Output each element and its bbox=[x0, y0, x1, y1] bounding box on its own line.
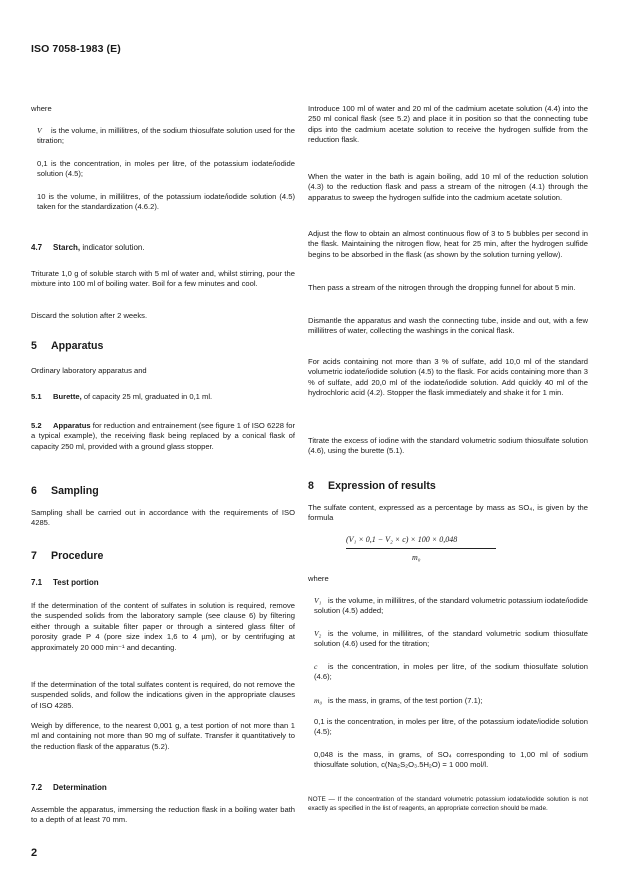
section-8-heading bbox=[308, 480, 588, 492]
procedure-paragraph-4: Then pass a stream of the nitrogen through the dropping funnel for about 5 min. bbox=[308, 283, 576, 292]
apparatus-paragraph: Ordinary laboratory apparatus and bbox=[31, 366, 147, 375]
section-text: of capacity 25 ml, graduated in 0,1 ml. bbox=[81, 392, 213, 401]
definition-m0-text: is the mass, in grams, of the test portion (7.1); bbox=[328, 696, 483, 705]
symbol-v1: V₁ bbox=[314, 596, 322, 605]
section-number: 8 bbox=[308, 480, 314, 492]
definition-v2-text: is the volume, in millilitres, of the standard volumetric sodium thiosulfate solution (4.6) used for the titration; bbox=[314, 629, 588, 649]
definition-0-1: 0,1 is the concentration, in moles per litre, of the potassium iodate/iodide solution (4.5); bbox=[37, 159, 295, 179]
section-title: Procedure bbox=[51, 550, 104, 562]
section-number: 4.7 bbox=[31, 243, 43, 252]
procedure-paragraph-6: For acids containing not more than 3 % of sulfate, add 10,0 ml of the standard volumetric iodate/iodide solution (4.5) to the flask. For acids containing more than 3 % of sulfate, add 20,0 ml of the iodate/iodide solution. Add quickly 40 ml of the hydrochloric acid (4.2). Stopper the flask immediately and shake it for 1 min. bbox=[308, 357, 588, 398]
section-number: 7.1 bbox=[31, 578, 43, 587]
definition-0-1: 0,1 is the concentration, in moles per litre, of the potassium iodate/iodide solution (4.5); bbox=[314, 717, 588, 737]
section-7-1-heading bbox=[31, 578, 295, 587]
section-title: Determination bbox=[53, 783, 107, 792]
definition-v1-text: is the volume, in millilitres, of the standard volumetric potassium iodate/iodide solution (4.5) added; bbox=[314, 596, 588, 616]
formula-denominator: m₀ bbox=[412, 553, 421, 562]
section-title: Apparatus bbox=[53, 421, 91, 430]
section-7-2-heading bbox=[31, 783, 295, 792]
section-6-heading bbox=[31, 485, 295, 497]
starch-paragraph-1: Triturate 1,0 g of soluble starch with 5 ml of water and, whilst stirring, pour the mixture into 100 ml of boiling water. Boil for a few minutes and cool. bbox=[31, 269, 295, 289]
test-portion-paragraph-1: If the determination of the content of sulfates in solution is required, remove the suspended solids from the laboratory sample (see clause 6) by filtering either through a suitable filter paper or through a sintered glass filter of porosity grade P 4 (pore size index 1,6 to 4 µm), or by centrifuging at approximately 20 000 min⁻¹ and decanting. bbox=[31, 601, 295, 652]
section-title: Burette, bbox=[53, 392, 82, 401]
section-title: Expression of results bbox=[328, 480, 436, 492]
section-number: 7 bbox=[31, 550, 37, 562]
section-text: for reduction and entrainement (see figure 1 of ISO 6228 for a typical example), the receiving flask being replaced by a conical flask of capacity 250 ml, provided with a ground glass stopper. bbox=[31, 421, 295, 451]
procedure-paragraph-1: Introduce 100 ml of water and 20 ml of the cadmium acetate solution (4.4) into the 250 ml conical flask (see 5.2) and place it in position so that the connecting tube dips into the cadmium acetate solution to receive the hydrogen sulfide from the reduction flask. bbox=[308, 104, 588, 145]
definition-v-text: is the volume, in millilitres, of the sodium thiosulfate solution used for the titration; bbox=[37, 126, 295, 146]
page-number: 2 bbox=[31, 847, 38, 859]
section-7-heading bbox=[31, 550, 295, 562]
definition-c-text: is the concentration, in moles per litre, of the sodium thiosulfate solution (4.6); bbox=[314, 662, 588, 682]
procedure-paragraph-5: Dismantle the apparatus and wash the connecting tube, inside and out, with a few millilitres of water, collecting the washings in the conical flask. bbox=[308, 316, 588, 336]
definition-0-048: 0,048 is the mass, in grams, of SO₄ corresponding to 1,00 ml of sodium thiosulfate solution, c(Na₂S₂O₃.5H₂O) = 1 000 mol/l. bbox=[314, 750, 588, 770]
section-5-1 bbox=[31, 392, 295, 402]
section-title: Sampling bbox=[51, 485, 99, 497]
symbol-m0: m₀ bbox=[314, 696, 323, 705]
determination-paragraph: Assemble the apparatus, immersing the reduction flask in a boiling water bath to a depth of at least 70 mm. bbox=[31, 805, 295, 825]
procedure-paragraph-2: When the water in the bath is again boiling, add 10 ml of the reduction solution (4.3) to the reduction flask and pass a stream of the nitrogen (4.1) through the apparatus to sweep the hydrogen sulfide into the cadmium acetate solution. bbox=[308, 172, 588, 202]
note-paragraph: NOTE — If the concentration of the standard volumetric potassium iodate/iodide solution is not exactly as specified in the list of reagents, an appropriate correction should be made. bbox=[308, 796, 588, 812]
definition-v bbox=[31, 126, 295, 147]
section-subtitle: indicator solution. bbox=[80, 243, 145, 252]
definition-m0 bbox=[308, 696, 588, 706]
where-label: where bbox=[31, 104, 52, 113]
symbol-c: c bbox=[314, 662, 318, 671]
definition-c bbox=[308, 662, 588, 683]
definition-10: 10 is the volume, in millilitres, of the potassium iodate/iodide solution (4.5) taken for the standardization (4.6.2). bbox=[37, 192, 295, 212]
where-label: where bbox=[308, 574, 329, 583]
procedure-paragraph-7: Titrate the excess of iodine with the standard volumetric sodium thiosulfate solution (4.6), using the burette (5.1). bbox=[308, 436, 588, 456]
section-4-7-heading bbox=[31, 243, 295, 252]
formula-fraction-line bbox=[346, 548, 496, 549]
section-number: 5 bbox=[31, 340, 37, 352]
section-5-heading bbox=[31, 340, 295, 352]
test-portion-paragraph-2: If the determination of the total sulfates content is required, do not remove the suspended solids, and follow the indications given in the appropriate clauses of ISO 4285. bbox=[31, 680, 295, 710]
section-number: 5.2 bbox=[31, 421, 42, 430]
definition-v2 bbox=[308, 629, 588, 650]
symbol-v: V bbox=[37, 126, 42, 135]
procedure-paragraph-3: Adjust the flow to obtain an almost continuous flow of 3 to 5 bubbles per second in the flask. Maintaining the nitrogen flow, heat for 25 min, after the hydrogen sulfide begins to be absorbed in the flask (as shown by the solution turning yellow). bbox=[308, 229, 588, 259]
test-portion-paragraph-3: Weigh by difference, to the nearest 0,001 g, a test portion of not more than 1 ml and containing not more than 90 mg of sulfate. Transfer it quantitatively to the reduction flask of the apparatus (5.2). bbox=[31, 721, 295, 751]
document-header-title: ISO 7058-1983 (E) bbox=[31, 43, 121, 55]
section-title: Apparatus bbox=[51, 340, 104, 352]
symbol-v2: V₂ bbox=[314, 629, 322, 638]
formula-numerator: (V₁ × 0,1 − V₂ × c) × 100 × 0,048 bbox=[346, 535, 458, 544]
section-title: Test portion bbox=[53, 578, 99, 587]
section-number: 7.2 bbox=[31, 783, 43, 792]
sampling-paragraph: Sampling shall be carried out in accordance with the requirements of ISO 4285. bbox=[31, 508, 295, 528]
results-paragraph: The sulfate content, expressed as a percentage by mass as SO₄, is given by the formula bbox=[308, 503, 588, 523]
section-number: 6 bbox=[31, 485, 37, 497]
section-number: 5.1 bbox=[31, 392, 42, 401]
definition-v1 bbox=[308, 596, 588, 617]
starch-paragraph-2: Discard the solution after 2 weeks. bbox=[31, 311, 148, 320]
section-title: Starch, bbox=[53, 243, 81, 252]
section-5-2 bbox=[31, 421, 295, 452]
